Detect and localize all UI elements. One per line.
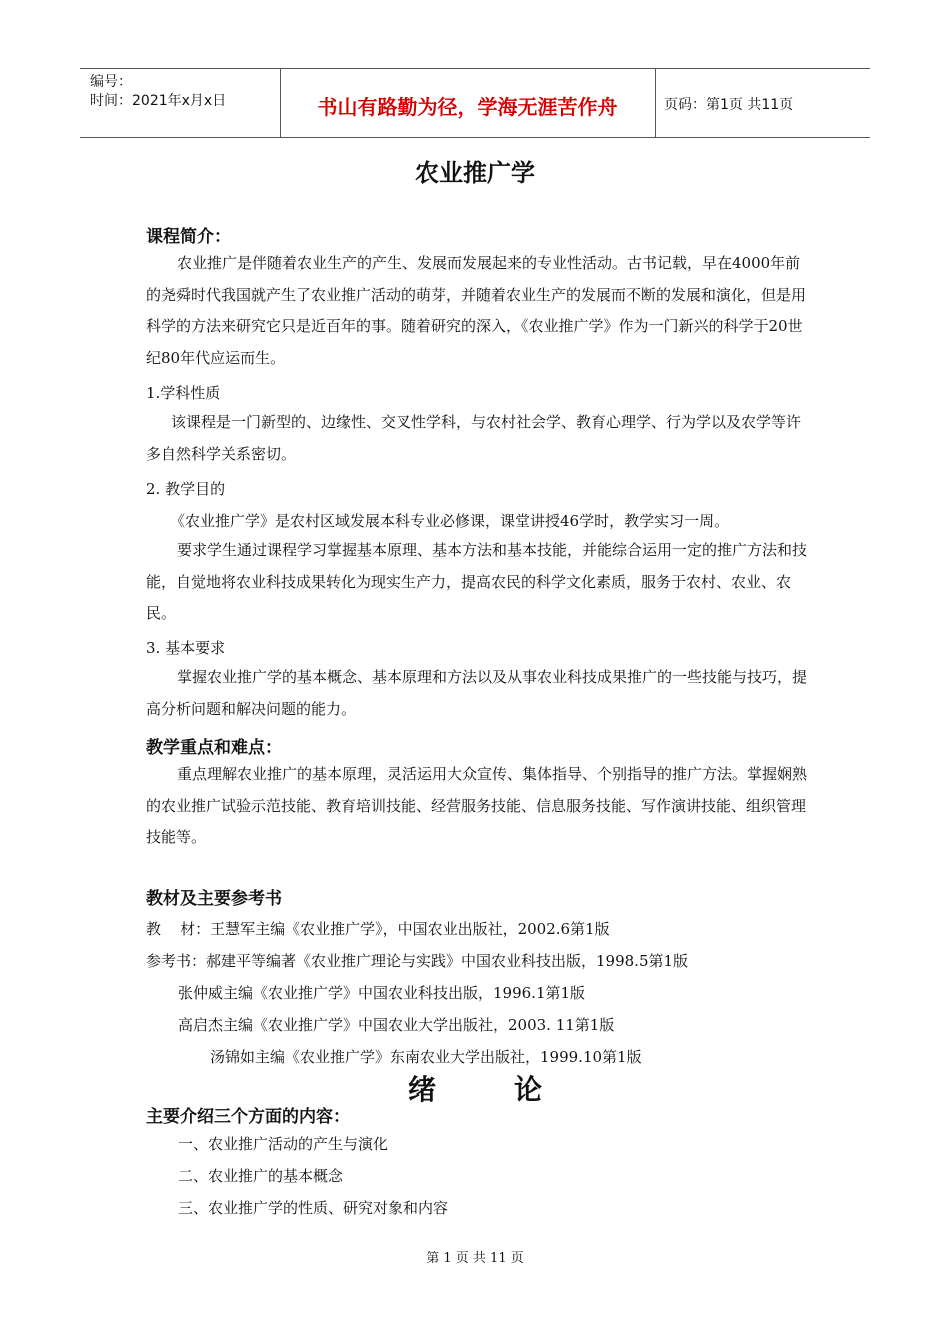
motto: 书山有路勤为径，学海无涯苦作舟	[317, 95, 618, 119]
reference-4: 汤锦如主编《农业推广学》东南农业大学出版社，1999.10第1版	[210, 1048, 642, 1066]
intro-paragraph: 农业推广是伴随着农业生产的产生、发展而发展起来的专业性活动。古书记载，早在4000年前的尧舜时代我国就产生了农业推广活动的萌芽，并随着农业生产的发展而不断的发展和演化，但是用科学的方法来研究它只是近百年的事。随着研究的深入，《农业推广学》作为一门新兴的科学于20世纪80年代应运而生。	[146, 254, 807, 367]
page-info: 页码：第1页 共11页	[664, 97, 794, 113]
section-3-title: 3. 基本要求	[146, 639, 226, 657]
reference-1: 参考书：郝建平等编著《农业推广理论与实践》中国农业科技出版，1998.5第1版	[146, 952, 689, 970]
section-2-text-2: 要求学生通过课程学习掌握基本原理、基本方法和基本技能，并能综合运用一定的推广方法和技能，自觉地将农业科技成果转化为现实生产力，提高农民的科学文化素质，服务于农村、农业、农民。	[146, 541, 808, 622]
key-points-text: 重点理解农业推广的基本原理，灵活运用大众宣传、集体指导、个别指导的推广方法。掌握娴熟的农业推广试验示范技能、教育培训技能、经营服务技能、信息服务技能、写作演讲技能、组织管理技能等。	[146, 765, 808, 846]
reference-2: 张仲威主编《农业推广学》中国农业科技出版，1996.1第1版	[178, 984, 586, 1002]
header-divider	[655, 69, 656, 137]
chapter-item: 三、农业推广学的性质、研究对象和内容	[178, 1199, 449, 1217]
intro-heading: 课程简介：	[146, 227, 231, 247]
date-label: 时间：2021年x月x日	[90, 93, 227, 109]
references-heading: 教材及主要参考书	[146, 889, 282, 909]
number-label: 编号：	[90, 74, 132, 90]
section-2-title: 2. 教学目的	[146, 480, 226, 498]
section-2-text-1: 《农业推广学》是农村区域发展本科专业必修课，课堂讲授46学时，教学实习一周。	[170, 512, 730, 530]
reference-3: 高启杰主编《农业推广学》中国农业大学出版社，2003. 11第1版	[178, 1016, 615, 1034]
chapter-item: 一、农业推广活动的产生与演化	[178, 1135, 389, 1153]
chapter-item: 二、农业推广的基本概念	[178, 1167, 344, 1185]
section-1-text: 该课程是一门新型的、边缘性、交叉性学科，与农村社会学、教育心理学、行为学以及农学等许多自然科学关系密切。	[146, 413, 802, 463]
header-meta	[90, 73, 226, 111]
chapter-heading: 主要介绍三个方面的内容：	[146, 1107, 350, 1127]
key-points-heading: 教学重点和难点：	[146, 738, 282, 758]
document-title: 农业推广学	[415, 159, 535, 187]
section-3-text: 掌握农业推广学的基本概念、基本原理和方法以及从事农业科技成果推广的一些技能与技巧，提高分析问题和解决问题的能力。	[146, 668, 808, 718]
section-1-title: 1.学科性质	[146, 384, 221, 402]
page-footer: 第 1 页 共 11 页	[426, 1251, 524, 1266]
header-table	[80, 68, 870, 138]
chapter-title: 绪 论	[408, 1073, 542, 1106]
textbook-line: 教 材：王慧军主编《农业推广学》，中国农业出版社，2002.6第1版	[146, 920, 610, 938]
